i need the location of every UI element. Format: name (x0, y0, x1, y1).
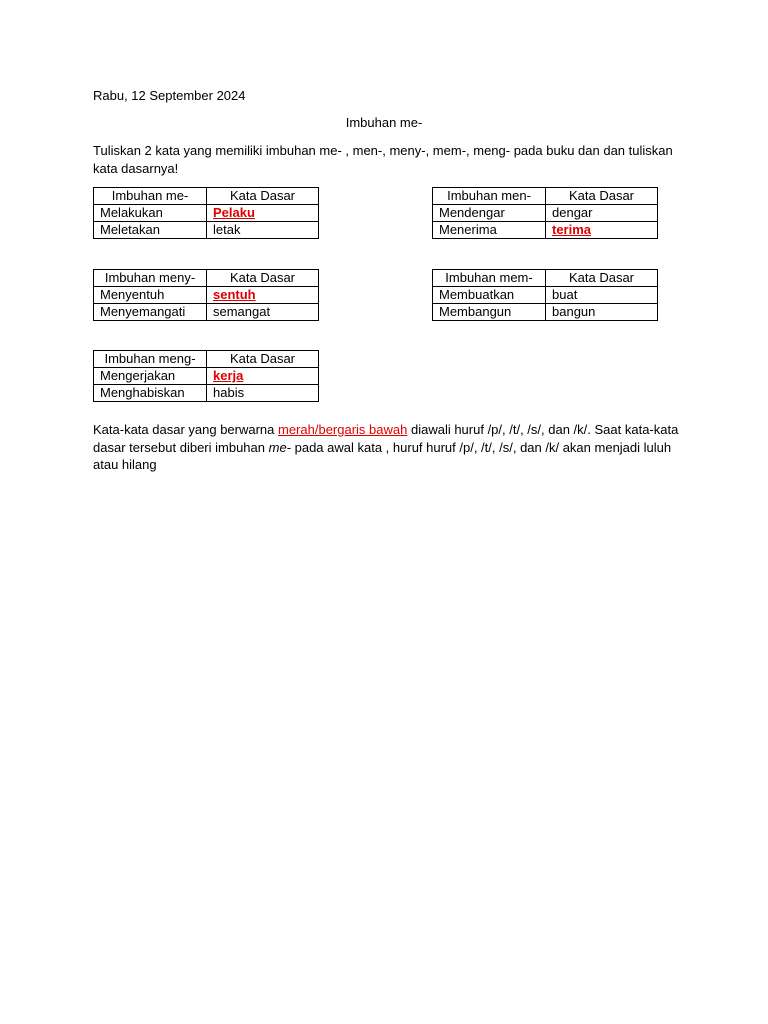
word-cell: Menyemangati (94, 304, 207, 321)
table-row (94, 385, 319, 402)
base-word-highlighted: kerja (213, 368, 244, 383)
base-cell: habis (207, 385, 319, 402)
word-cell: Menerima (433, 222, 546, 239)
word-cell: Mendengar (433, 205, 546, 222)
note-highlight: merah/bergaris bawah (278, 422, 408, 437)
table-row (94, 304, 319, 321)
table-imbuhan-mem (432, 269, 658, 321)
note-italic-prefix: me- (268, 439, 291, 455)
explanation-note (93, 421, 683, 474)
base-word-highlighted: Pelaku (213, 205, 255, 220)
table-row (433, 304, 658, 321)
table-imbuhan-meng (93, 350, 319, 402)
base-cell: dengar (546, 205, 658, 222)
word-cell: Melakukan (94, 205, 207, 222)
base-word-highlighted: terima (552, 222, 592, 237)
table-row (94, 205, 319, 222)
header-base: Kata Dasar (207, 270, 319, 287)
table-row (433, 205, 658, 222)
table-row (94, 222, 319, 239)
table-imbuhan-men (432, 187, 658, 239)
table-row (94, 287, 319, 304)
base-cell (207, 287, 319, 304)
header-prefix: Imbuhan me- (94, 188, 207, 205)
header-prefix: Imbuhan meny- (94, 270, 207, 287)
base-cell (207, 205, 319, 222)
header-prefix: Imbuhan meng- (94, 351, 207, 368)
base-cell (207, 368, 319, 385)
word-cell: Mengerjakan (94, 368, 207, 385)
note-text: pada awal kata , huruf huruf /p/, /t/, /s/, dan /k/ akan menjadi luluh atau hilang (93, 439, 672, 472)
table-row (433, 287, 658, 304)
base-cell: bangun (546, 304, 658, 321)
base-cell (546, 222, 658, 239)
table-row (94, 368, 319, 385)
base-cell: letak (207, 222, 319, 239)
note-text: diawali huruf /p/, /t/, /s/, dan /k/. Saat kata-kata dasar tersebut diberi imbuhan (93, 422, 679, 455)
header-base: Kata Dasar (207, 188, 319, 205)
header-prefix: Imbuhan mem- (433, 270, 546, 287)
table-header-row (433, 270, 658, 287)
header-base: Kata Dasar (207, 351, 319, 368)
header-prefix: Imbuhan men- (433, 188, 546, 205)
word-cell: Membangun (433, 304, 546, 321)
page-title: Imbuhan me- (345, 115, 423, 130)
word-cell: Menyentuh (94, 287, 207, 304)
table-header-row (94, 351, 319, 368)
table-header-row (433, 188, 658, 205)
header-base: Kata Dasar (546, 188, 658, 205)
header-base: Kata Dasar (546, 270, 658, 287)
word-cell: Menghabiskan (94, 385, 207, 402)
word-cell: Meletakan (94, 222, 207, 239)
instruction-text: Tuliskan 2 kata yang memiliki imbuhan me- , men-, meny-, mem-, meng- pada buku dan dan tuliskan kata dasarnya! (93, 143, 673, 176)
base-word-highlighted: sentuh (213, 287, 256, 302)
word-cell: Membuatkan (433, 287, 546, 304)
date-line: Rabu, 12 September 2024 (93, 88, 246, 103)
base-cell: buat (546, 287, 658, 304)
table-header-row (94, 270, 319, 287)
note-text: Kata-kata dasar yang berwarna (93, 422, 278, 437)
table-imbuhan-meny (93, 269, 319, 321)
base-cell: semangat (207, 304, 319, 321)
table-row (433, 222, 658, 239)
table-imbuhan-me (93, 187, 319, 239)
table-header-row (94, 188, 319, 205)
